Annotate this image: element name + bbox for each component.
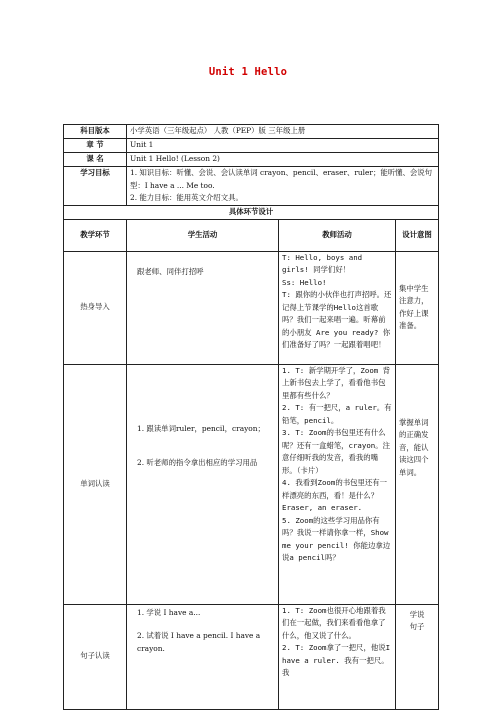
teacher-activity-item: T: Hello, boys and girls! 同学们好！ (282, 252, 363, 274)
lesson-plan-table (63, 124, 439, 710)
info-row-chapter (64, 139, 439, 153)
design-intent-cell: 掌握单词的正确发音，能认读这四个单词。 (396, 364, 439, 604)
info-row-goals (64, 167, 439, 206)
teacher-activity-item: 2. T: 有一把尺，a ruler。有铅笔，pencil。 (282, 403, 392, 425)
learning-goals-value (127, 167, 439, 206)
teacher-activity-item: 1. T: 新学期开学了，Zoom 背上新书包去上学了，看看他书包里都有些什么？ (282, 365, 391, 400)
info-row-lesson (64, 153, 439, 167)
section-title-row (64, 205, 439, 219)
stage-cell: 句子认读 (64, 604, 127, 709)
table-row (64, 364, 439, 604)
teacher-activity-item: T: 跟你的小伙伴也打声招呼。还记得上节课学的Hello这首歌吗？我们一起来唱一遍。听幕前的小朋友 Are you ready? 你们准备好了吗？一起跟着唱吧！ (282, 290, 392, 349)
header-teacher-activity: 教师活动 (279, 219, 396, 251)
chapter-label: 章 节 (64, 139, 127, 153)
student-activity-cell (127, 251, 279, 364)
goal-knowledge: 1. 知识目标：听懂、会说、会认读单词 crayon、pencil、eraser、ruler；能听懂、会说句型：I have a ... Me too. (130, 168, 433, 190)
chapter-value: Unit 1 (127, 139, 439, 153)
header-student-activity: 学生活动 (127, 219, 279, 251)
header-design-intent: 设计意图 (396, 219, 439, 251)
student-activity-item: 1. 学说 I have a... (137, 607, 201, 617)
student-activity-item: 1. 跟读单词ruler，pencil，crayon； (137, 423, 265, 433)
stage-cell: 单词认读 (64, 364, 127, 604)
lesson-name-value: Unit 1 Hello! (Lesson 2) (127, 153, 439, 167)
teacher-activity-item: 2. T: Zoom拿了一把尺，他说I have a ruler. 我有一把尺。我 (282, 643, 391, 677)
teacher-activity-item: Ss: Hello! (282, 277, 327, 287)
teacher-activity-cell (279, 364, 396, 604)
student-activity-item: 跟老师、同伴打招呼 (137, 266, 204, 276)
lesson-name-label: 课 名 (64, 153, 127, 167)
student-activity-item: 2. 试着说 I have a pencil. I have a crayon. (137, 631, 261, 653)
document-title: Unit 1 Hello (208, 66, 288, 78)
teacher-activity-item: 4. 我看到Zoom的书包里还有一样漂亮的东西，看！是什么？ Eraser, an eraser. (282, 478, 388, 512)
table-header-row (64, 219, 439, 251)
table-row (64, 604, 439, 709)
design-intent-cell: 集中学生注意力，作好上课准备。 (396, 251, 439, 364)
design-intent-cell: 学说句子 (396, 604, 439, 709)
teacher-activity-item: 3. T: Zoom的书包里还有什么呢？还有一盒蜡笔，crayon。注意仔细听我的发音，看我的嘴形。（卡片） (282, 428, 390, 475)
stage-cell: 热身导入 (64, 251, 127, 364)
student-activity-item: 2. 听老师的指令拿出相应的学习用品 (137, 458, 258, 467)
student-activity-cell (127, 364, 279, 604)
student-activity-cell (127, 604, 279, 709)
teacher-activity-item: 1. T: Zoom也很开心地跟着我们在一起做，我们来看看他拿了什么，他又说了什么。 (282, 605, 386, 640)
learning-goals-label: 学习目标 (64, 167, 127, 206)
teacher-activity-cell (279, 604, 396, 709)
section-title: 具体环节设计 (64, 205, 439, 219)
teacher-activity-cell (279, 251, 396, 364)
info-row-subject (64, 125, 439, 139)
subject-version-label: 科目版本 (64, 125, 127, 139)
goal-ability: 2. 能力目标：能用英文介绍文具。 (130, 193, 243, 202)
table-row (64, 251, 439, 364)
header-stage: 教学环节 (64, 219, 127, 251)
subject-version-value: 小学英语（三年级起点） 人教（PEP）版 三年级上册 (127, 125, 439, 139)
teacher-activity-item: 5. Zoom的这些学习用品你有吗？我说一样请你拿一样，Show me your pencil! 你能边拿边说a pencil吗？ (282, 515, 391, 562)
